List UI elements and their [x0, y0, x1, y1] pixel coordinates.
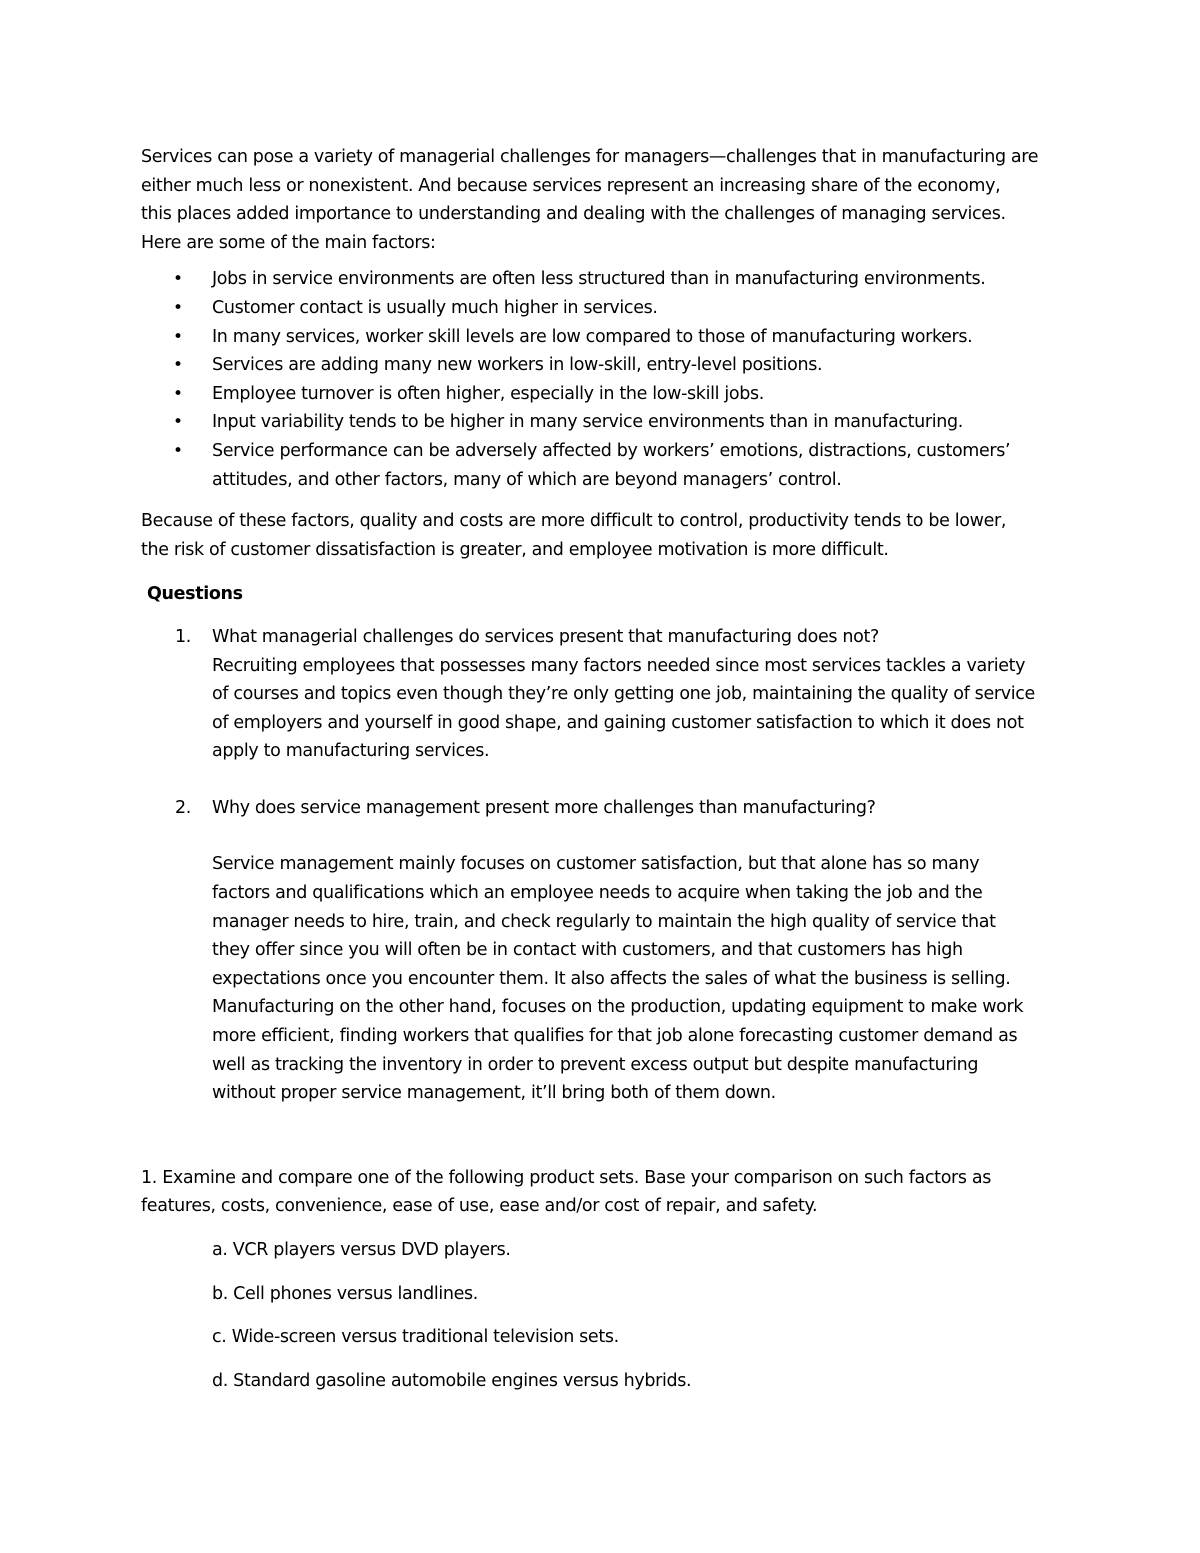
exam-prompt	[141, 1164, 1071, 1221]
answer-paragraph	[212, 850, 1071, 1107]
factors-list	[141, 265, 1071, 494]
intro-line: this places added importance to understanding and dealing with the challenges of managing services.	[141, 204, 1006, 225]
answer-line: of employers and yourself in good shape, and gaining customer satisfaction to which it does not	[212, 712, 1024, 733]
list-item	[141, 323, 1071, 352]
exam-options	[141, 1236, 1071, 1395]
document-body	[141, 143, 1071, 1410]
answer-line: manager needs to hire, train, and check regularly to maintain the high quality of service that	[212, 911, 996, 932]
conclusion-line: the risk of customer dissatisfaction is greater, and employee motivation is more difficult.	[141, 539, 889, 560]
answer-line: well as tracking the inventory in order to prevent excess output but despite manufacturing	[212, 1054, 979, 1075]
bullet-icon: •	[173, 383, 183, 404]
answer-line: they offer since you will often be in contact with customers, and that customers has high	[212, 940, 963, 961]
list-item	[141, 265, 1071, 294]
bullet-icon: •	[173, 355, 183, 376]
exam-line: features, costs, convenience, ease of use, ease and/or cost of repair, and safety.	[141, 1196, 818, 1217]
conclusion-line: Because of these factors, quality and costs are more difficult to control, productivity tends to be lower,	[141, 511, 1007, 532]
questions-list	[141, 623, 1071, 1108]
list-item	[141, 294, 1071, 323]
question-number: 1.	[175, 626, 191, 647]
exam-option: b. Cell phones versus landlines.	[212, 1283, 479, 1304]
factor-text: Jobs in service environments are often less structured than in manufacturing environments.	[212, 269, 986, 290]
answer-line: without proper service management, it’ll bring both of them down.	[212, 1083, 776, 1104]
intro-line: either much less or nonexistent. And because services represent an increasing share of the economy,	[141, 175, 1001, 196]
intro-line: Services can pose a variety of managerial challenges for managers—challenges that in manufacturing are	[141, 147, 1039, 167]
answer-line: apply to manufacturing services.	[212, 741, 490, 762]
exam-option: a. VCR players versus DVD players.	[212, 1240, 511, 1260]
intro-line: Here are some of the main factors:	[141, 232, 436, 253]
factor-text: Employee turnover is often higher, especially in the low-skill jobs.	[212, 383, 764, 404]
bullet-icon: •	[173, 440, 183, 461]
answer-line: Recruiting employees that possesses many factors needed since most services tackles a variety	[212, 655, 1026, 676]
question-text: Why does service management present more challenges than manufacturing?	[212, 797, 876, 818]
bullet-icon: •	[173, 269, 183, 290]
list-item	[141, 437, 1071, 494]
answer-line: of courses and topics even though they’re only getting one job, maintaining the quality of service	[212, 684, 1035, 705]
answer-line: Service management mainly focuses on customer satisfaction, but that alone has so many	[212, 854, 980, 875]
question-item	[141, 794, 1071, 1108]
factor-text: In many services, worker skill levels are low compared to those of manufacturing workers.	[212, 326, 973, 347]
exam-option: c. Wide-screen versus traditional television sets.	[212, 1327, 619, 1348]
answer-line: Manufacturing on the other hand, focuses on the production, updating equipment to make work	[212, 997, 1024, 1018]
list-item	[141, 380, 1071, 409]
conclusion-paragraph	[141, 507, 1071, 564]
factor-text: Customer contact is usually much higher in services.	[212, 297, 658, 318]
exam-line: 1. Examine and compare one of the following product sets. Base your comparison on such factors as	[141, 1167, 992, 1188]
list-item	[141, 408, 1071, 437]
factor-text: Input variability tends to be higher in many service environments than in manufacturing.	[212, 412, 963, 433]
bullet-icon: •	[173, 297, 183, 318]
answer-line: factors and qualifications which an employee needs to acquire when taking the job and the	[212, 883, 983, 904]
question-item	[141, 623, 1071, 766]
question-text: What managerial challenges do services present that manufacturing does not?	[212, 626, 879, 647]
question-number: 2.	[175, 797, 191, 818]
questions-heading: Questions	[147, 584, 243, 605]
answer-line: more efficient, finding workers that qualifies for that job alone forecasting customer demand as	[212, 1026, 1018, 1047]
answer-line: expectations once you encounter them. It also affects the sales of what the business is selling.	[212, 968, 1011, 989]
bullet-icon: •	[173, 412, 183, 433]
factor-text: Services are adding many new workers in low-skill, entry-level positions.	[212, 355, 823, 376]
factor-text: Service performance can be adversely affected by workers’ emotions, distractions, customers’	[212, 440, 1011, 461]
factor-text-continuation: attitudes, and other factors, many of which are beyond managers’ control.	[212, 469, 842, 490]
exam-option: d. Standard gasoline automobile engines versus hybrids.	[212, 1370, 692, 1391]
bullet-icon: •	[173, 326, 183, 347]
list-item	[141, 351, 1071, 380]
intro-paragraph	[141, 143, 1071, 257]
